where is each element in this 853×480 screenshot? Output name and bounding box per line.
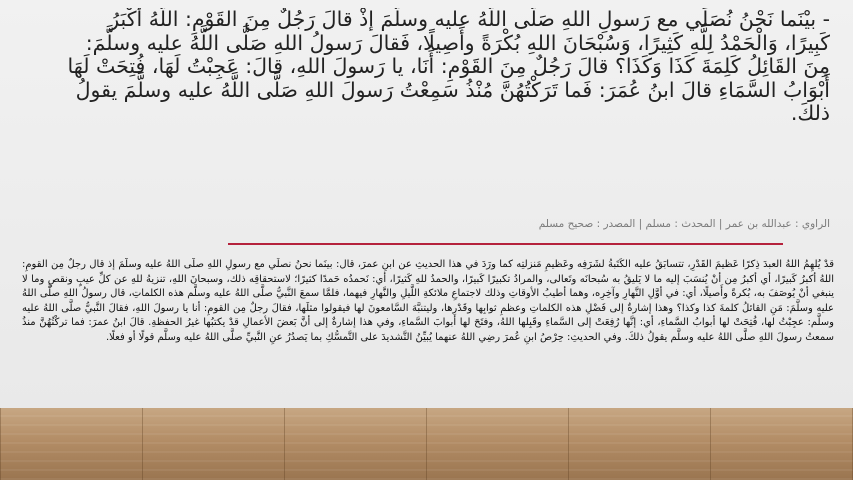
narrator-line: الراوي : عبدالله بن عمر | المحدث : مسلم | المصدر : صحيح مسلم — [538, 218, 830, 230]
divider-line — [228, 243, 783, 245]
explanation-text: قدْ يُلهِمُ اللهُ العبدَ ذِكرًا عَظيمَ القَدْرِ، تتسابَقُ عليه الكَتَبةُ لشَرَفِه وعَظيمِ مَنزلتِه كما ورَدَ في هذا الحديثِ عن ابنِ عمرَ، قال: بينَما نحنُ نصلِّي مع رسولِ اللهِ صلَّى اللهُ عليه وسلَّمَ إذ قال رجلٌ مِن القومِ: اللهُ أكبرُ كَبيرًا، أي أكبرُ مِن أنْ يُنسَبَ إليه ما لا يَليقُ به سُبحانَه وتَعالى، والمرادُ تكبيرًا كَبيرًا، والحمدُ للهِ كَثيرًا، أي: نَحمدُه حَمدًا كثيرًا؛ لاستحقاقِه ذلك، وسبحانَ اللهِ، تنزيهُ للهِ عن كلِّ عيبٍ ونقصٍ وما لا ينبغي أنْ يُوصَفَ به، بُكرةً وأَصيلًا، أي: في أوَّلِ النَّهارِ وآخِرِه، وهما أطيبُ الأوقاتِ وذلك لاجتماعِ ملائكةِ اللَّيلِ والنَّهارِ فيهما، فلمَّا سمعَ النَّبيُّ صلَّى اللهُ عليه وسلَّم هذه الكلماتِ، قال رسولُ اللهِ صلَّى اللهُ عليه وسلَّمَ: مَنِ القائلُ كلمةَ كذا وكذا؟ وهذا إشارةٌ إلى فَضْلِ هذه الكلماتِ وعظمِ ثوابِها وقَدْرِها، وليتنبَّهَ السَّامعونَ لها فيقولوا مثلَها، فقالَ رجلٌ مِن القومِ: أنا يا رسولَ اللهِ، فقالَ النَّبيُّ صلَّى اللهُ عليه وسلَّم: عجِبْتُ لها، فُتِحَتْ لها أبوابُ السَّماءِ، أي: إنَّها رُفِعَتْ إلى السَّماءِ وقَبِلها اللهُ، وفتَحَ لها أبوابَ السَّماءِ، وفي هذا إشارةٌ إلى أنَّ بَعضَ الأعمالِ قدْ يكتبُها غيرُ الحفظةِ. قالَ ابنُ عمرَ: فما تركْتُهُنَّ منذُ سمعتُ رسولَ اللهِ صلَّى اللهُ عليه وسلَّم يقولُ ذلكَ. وفي الحديثِ: حِرْصُ ابنِ عُمرَ رضِي اللهُ عنهما يُبيِّنُ التَّشديدَ على التَّمسُّكِ بما يَصدُرُ عنِ النَّبيِّ صلَّى اللهُ عليه وسلَّم قولًا أو فعلًا. — [22, 259, 834, 343]
hadith-text: - بيْنَما نَحْنُ نُصَلِّي مع رَسولِ اللهِ صَلَّى اللَّهُ عليه وسلَّمَ إذْ قالَ رَجُلٌ مِنَ القَوْمِ: اللَّهُ أَكْبَرُ كَبِيرًا، وَالْحَمْدُ لِلَّهِ كَثِيرًا، وَسُبْحَانَ اللهِ بُكْرَةً وأَصِيلًا، فَقالَ رَسولُ اللهِ صَلَّى اللَّهُ عليه وسلَّمَ: مِنَ القَائِلُ كَلِمَةَ كَذَا وَكَذَا؟ قالَ رَجُلٌ مِنَ القَوْمِ: أَنَا، يا رَسولَ اللهِ، قالَ: عَجِبْتُ لَهَا، فُتِحَتْ لَهَا أَبْوَابُ السَّمَاءِ قالَ ابنُ عُمَرَ: فَما تَرَكْتُهُنَّ مُنْذُ سَمِعْتُ رَسولَ اللهِ صَلَّى اللَّهُ عليه وسلَّمَ يقولُ ذلكَ. — [67, 8, 830, 125]
wooden-floor — [0, 408, 853, 480]
